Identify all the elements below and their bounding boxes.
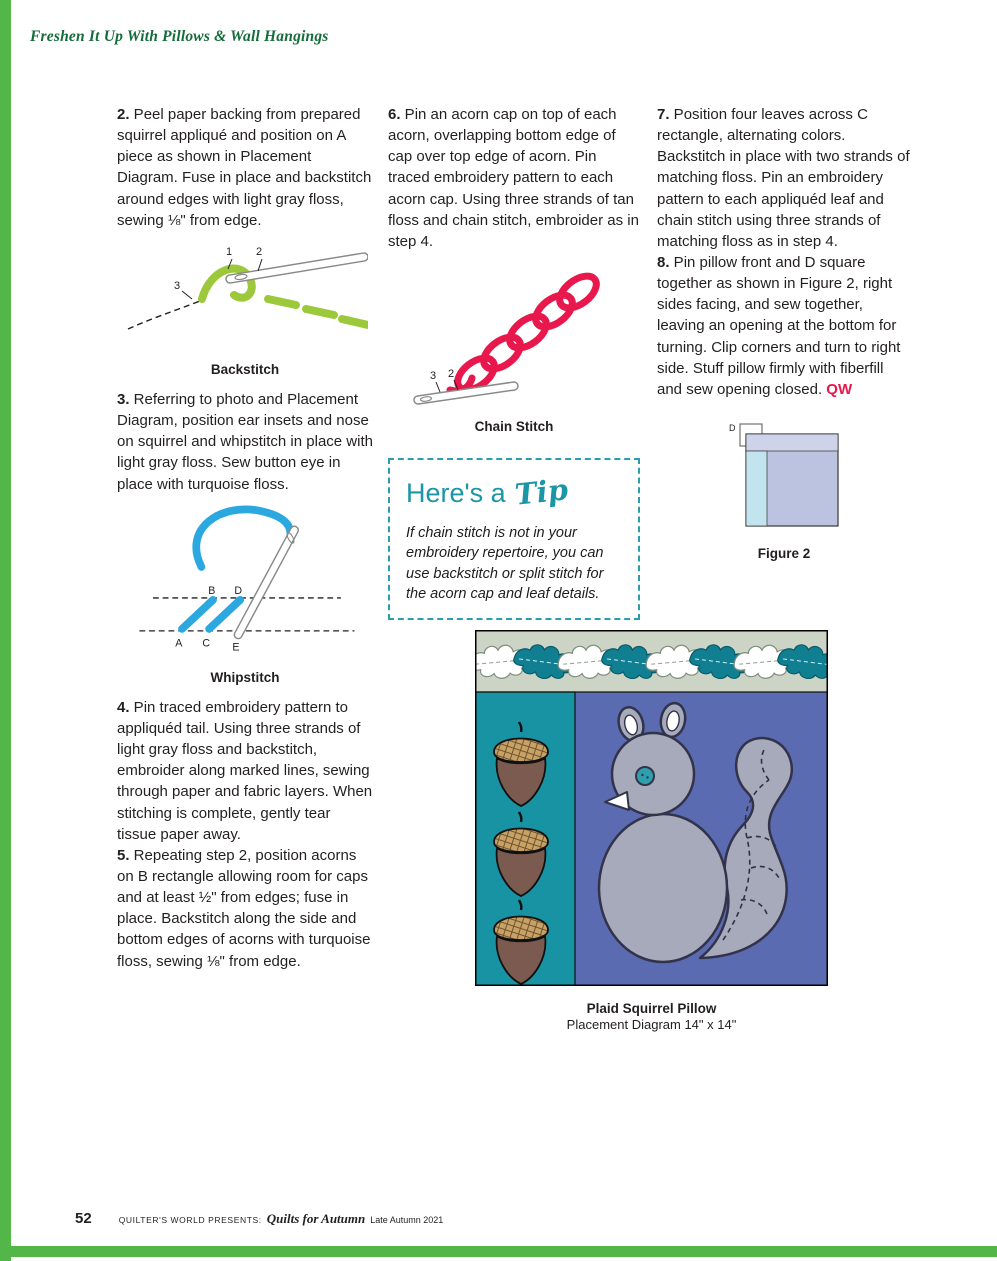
step-2: [117, 104, 373, 231]
figure2-caption: Figure 2: [757, 546, 811, 562]
step-6-text: Pin an acorn cap on top of each acorn, overlapping bottom edge of cap over top edge of acorn. Pin traced embroidery pattern to each acorn cap. Using three strands of tan floss and chain stitch, embroider as in step 4.: [388, 106, 639, 250]
qw-end-tag: QW: [826, 380, 853, 398]
whipstitch-label-a: A: [175, 637, 183, 650]
column-3: [657, 104, 911, 563]
column-1: [117, 104, 373, 972]
footer-page-number: 52: [75, 1210, 92, 1227]
tip-box: [388, 458, 640, 620]
backstitch-caption: Backstitch: [210, 361, 280, 377]
step-5: [117, 845, 373, 972]
backstitch-label-2: 2: [256, 245, 263, 258]
footer-issue: Late Autumn 2021: [370, 1215, 444, 1225]
step-4: [117, 697, 373, 845]
whipstitch-label-c: C: [202, 637, 211, 650]
step-3: [117, 389, 373, 495]
chainstitch-label-2: 2: [448, 367, 455, 380]
acorn-strip: [494, 722, 548, 984]
placement-diagram: [475, 630, 828, 986]
whipstitch-label-d: D: [234, 584, 243, 597]
step-7: [657, 104, 911, 252]
step-4-number: 4.: [117, 698, 130, 716]
whipstitch-label-e: E: [232, 640, 240, 653]
step-7-text: Position four leaves across C rectangle, alternating colors. Backstitch in place with two strands of matching floss. Pin an embroidery pattern to each appliquéd leaf and chain stitch using three strands of matching floss as in step 4.: [657, 106, 910, 250]
placement-caption: [475, 1001, 828, 1032]
step-4-text: Pin traced embroidery pattern to appliquéd tail. Using three strands of light gray floss and backstitch, embroider along marked lines, sewing through paper and fabric layers. When stitching is complete, gently tear tissue paper away.: [117, 698, 373, 843]
tip-heading: [406, 472, 622, 513]
step-8-number: 8.: [657, 253, 670, 271]
step-6: [388, 104, 640, 252]
step-5-number: 5.: [117, 846, 130, 864]
whipstitch-caption: Whipstitch: [210, 669, 280, 685]
step-7-number: 7.: [657, 106, 670, 123]
figure2-illustration: [657, 420, 911, 563]
page-footer: [75, 1210, 443, 1227]
step-2-text: Peel paper backing from prepared squirrel appliqué and position on A piece as shown in Placement Diagram. Fuse in place and backstitch around edges with light gray floss, sewing ⅛" from edge.: [117, 106, 372, 229]
backstitch-diagram: [122, 243, 368, 348]
backstitch-label-3: 3: [174, 279, 181, 292]
chainstitch-caption: Chain Stitch: [474, 419, 554, 435]
backstitch-label-1: 1: [226, 245, 233, 258]
tip-heading-lead: Here's a: [406, 478, 506, 509]
step-8-text: Pin pillow front and D square together as shown in Figure 2, right sides facing, and sew together, leaving an opening at the bottom for turning. Clip corners and turn to right side. Stuff pillow firmly with fiberfill and sew opening closed.: [657, 253, 901, 398]
left-accent-bar: [0, 0, 11, 1261]
placement-title: Plaid Squirrel Pillow: [586, 1001, 717, 1016]
whipstitch-illustration: [117, 503, 373, 664]
placement-diagram-block: [475, 630, 828, 1032]
placement-subtitle: Placement Diagram 14" x 14": [566, 1017, 737, 1032]
tip-body-text: If chain stitch is not in your embroidery repertoire, you can use backstitch or split stitch for the acorn cap and leaf details.: [406, 525, 604, 602]
page-header-title: Freshen It Up With Pillows & Wall Hangings: [30, 28, 329, 45]
step-8: [657, 252, 911, 400]
step-3-text: Referring to photo and Placement Diagram, position ear insets and nose on squirrel and whipstitch in place with light gray floss. Sew button eye in place with turquoise floss.: [117, 391, 373, 493]
chainstitch-label-3: 3: [430, 369, 437, 382]
step-2-number: 2.: [117, 106, 130, 123]
chainstitch-illustration: [388, 262, 640, 413]
step-6-number: 6.: [388, 106, 401, 123]
whipstitch-diagram: [122, 503, 368, 658]
bottom-accent-bar: [0, 1246, 997, 1257]
figure2-label-d: D: [729, 422, 736, 433]
whipstitch-label-b: B: [208, 584, 216, 597]
footer-presents: QUILTER'S WORLD PRESENTS:: [118, 1215, 262, 1225]
tip-heading-script: Tip: [513, 472, 570, 512]
step-5-text: Repeating step 2, position acorns on B rectangle allowing room for caps and at least ½" from edges; fuse in place. Backstitch along the side and bottom edges of acorns with turquoise floss, sewing ⅛" from edge.: [117, 846, 371, 970]
figure2-diagram: [724, 420, 844, 532]
chainstitch-diagram: [388, 262, 640, 407]
backstitch-illustration: [117, 243, 373, 354]
column-2: [388, 104, 640, 620]
step-3-number: 3.: [117, 391, 130, 409]
footer-series-title: Quilts for Autumn: [266, 1211, 366, 1226]
